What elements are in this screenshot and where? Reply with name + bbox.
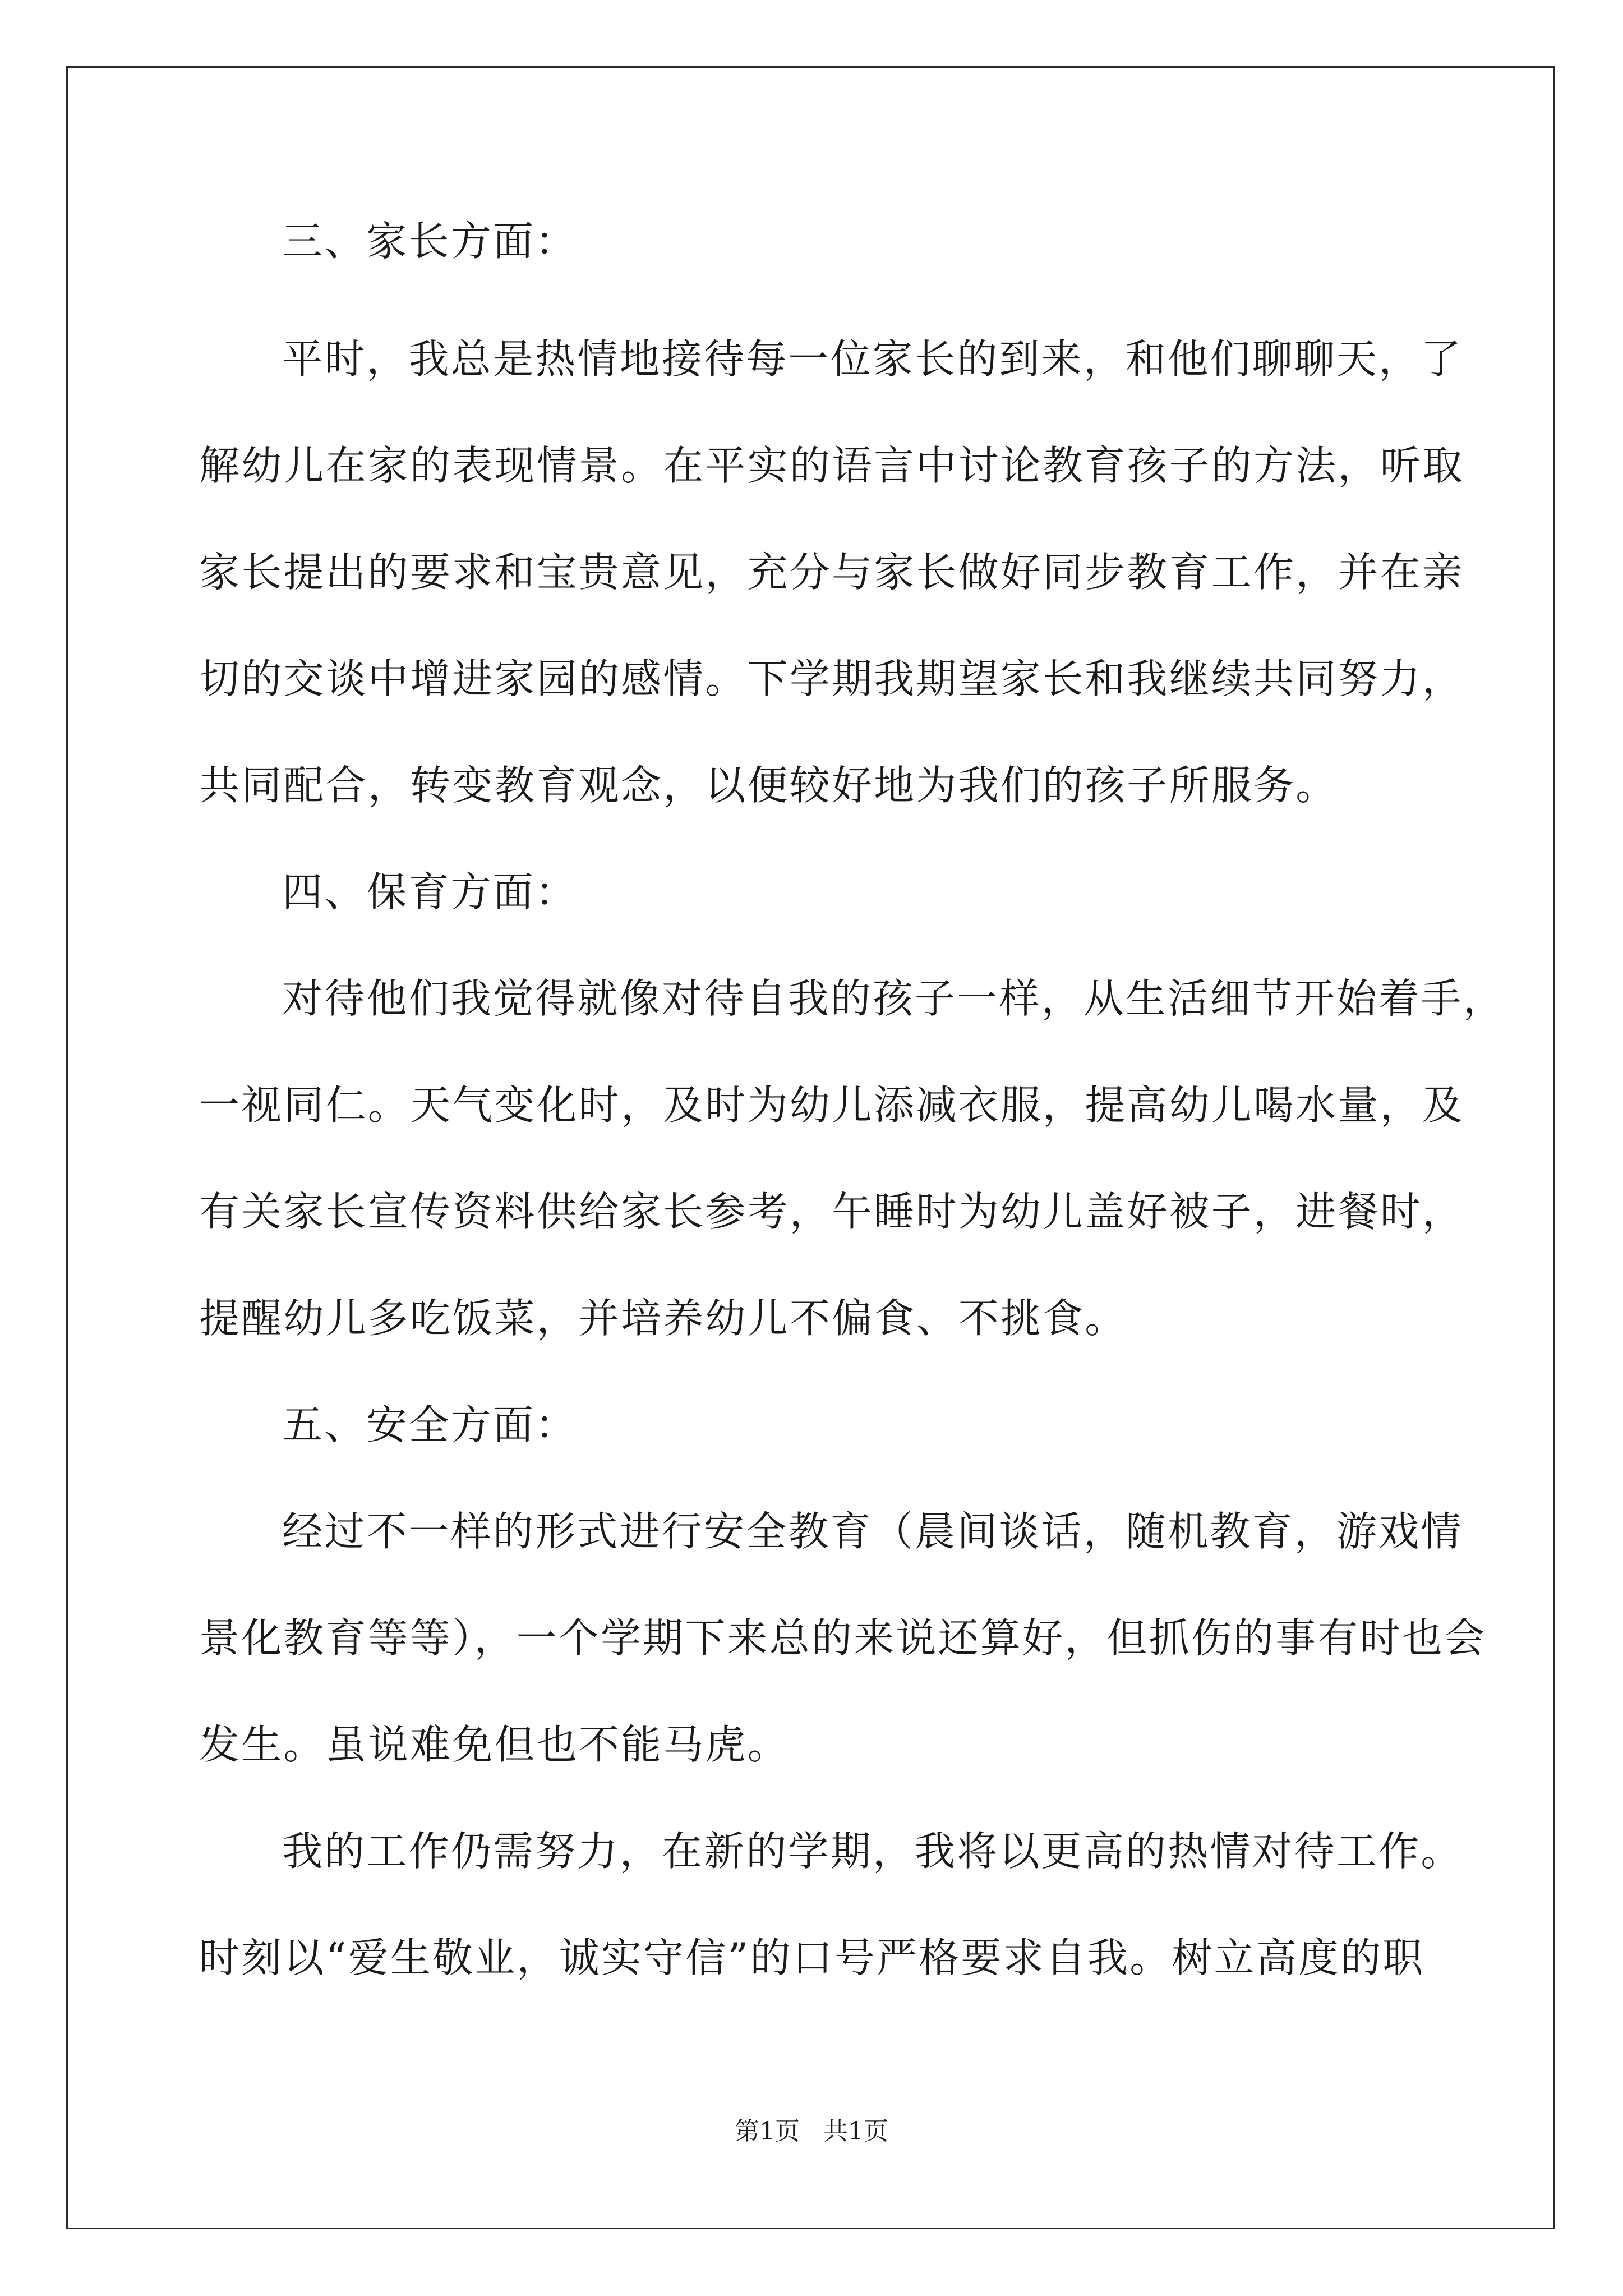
page-footer: 第1页 共1页 <box>735 2117 888 2146</box>
paragraph-line: 经过不一样的形式进行安全教育（晨间谈话，随机教育，游戏情 <box>282 1508 1463 1555</box>
paragraph-line: 时刻以“爱生敬业，诚实守信”的口号严格要求自我。树立高度的职 <box>199 1934 1425 1981</box>
paragraph-line: 景化教育等等），一个学期下来总的来说还算好，但抓伤的事有时也会 <box>199 1614 1487 1662</box>
paragraph-line: 我的工作仍需努力，在新的学期，我将以更高的热情对待工作。 <box>282 1828 1463 1875</box>
paragraph-line: 共同配合，转变教育观念，以便较好地为我们的孩子所服务。 <box>199 762 1338 809</box>
paragraph-line: 对待他们我觉得就像对待自我的孩子一样，从生活细节开始着手， <box>282 975 1505 1022</box>
paragraph-line: 解幼儿在家的表现情景。在平实的语言中讨论教育孩子的方法，听取 <box>199 442 1465 489</box>
paragraph-line: 发生。虽说难免但也不能马虎。 <box>199 1721 790 1768</box>
section-heading-parents: 三、家长方面： <box>282 218 578 265</box>
section-heading-care: 四、保育方面： <box>282 868 578 915</box>
paragraph-line: 一视同仁。天气变化时，及时为幼儿添减衣服，提高幼儿喝水量，及 <box>199 1082 1465 1129</box>
paragraph-line: 家长提出的要求和宝贵意见，充分与家长做好同步教育工作，并在亲 <box>199 549 1465 596</box>
paragraph-line: 平时，我总是热情地接待每一位家长的到来，和他们聊聊天，了 <box>282 335 1463 383</box>
section-heading-safety: 五、安全方面： <box>282 1401 578 1448</box>
page-border <box>66 66 1555 2229</box>
paragraph-line: 提醒幼儿多吃饭菜，并培养幼儿不偏食、不挑食。 <box>199 1295 1127 1342</box>
paragraph-line: 有关家长宣传资料供给家长参考，午睡时为幼儿盖好被子，进餐时， <box>199 1188 1465 1235</box>
paragraph-line: 切的交谈中增进家园的感情。下学期我期望家长和我继续共同努力， <box>199 655 1465 702</box>
